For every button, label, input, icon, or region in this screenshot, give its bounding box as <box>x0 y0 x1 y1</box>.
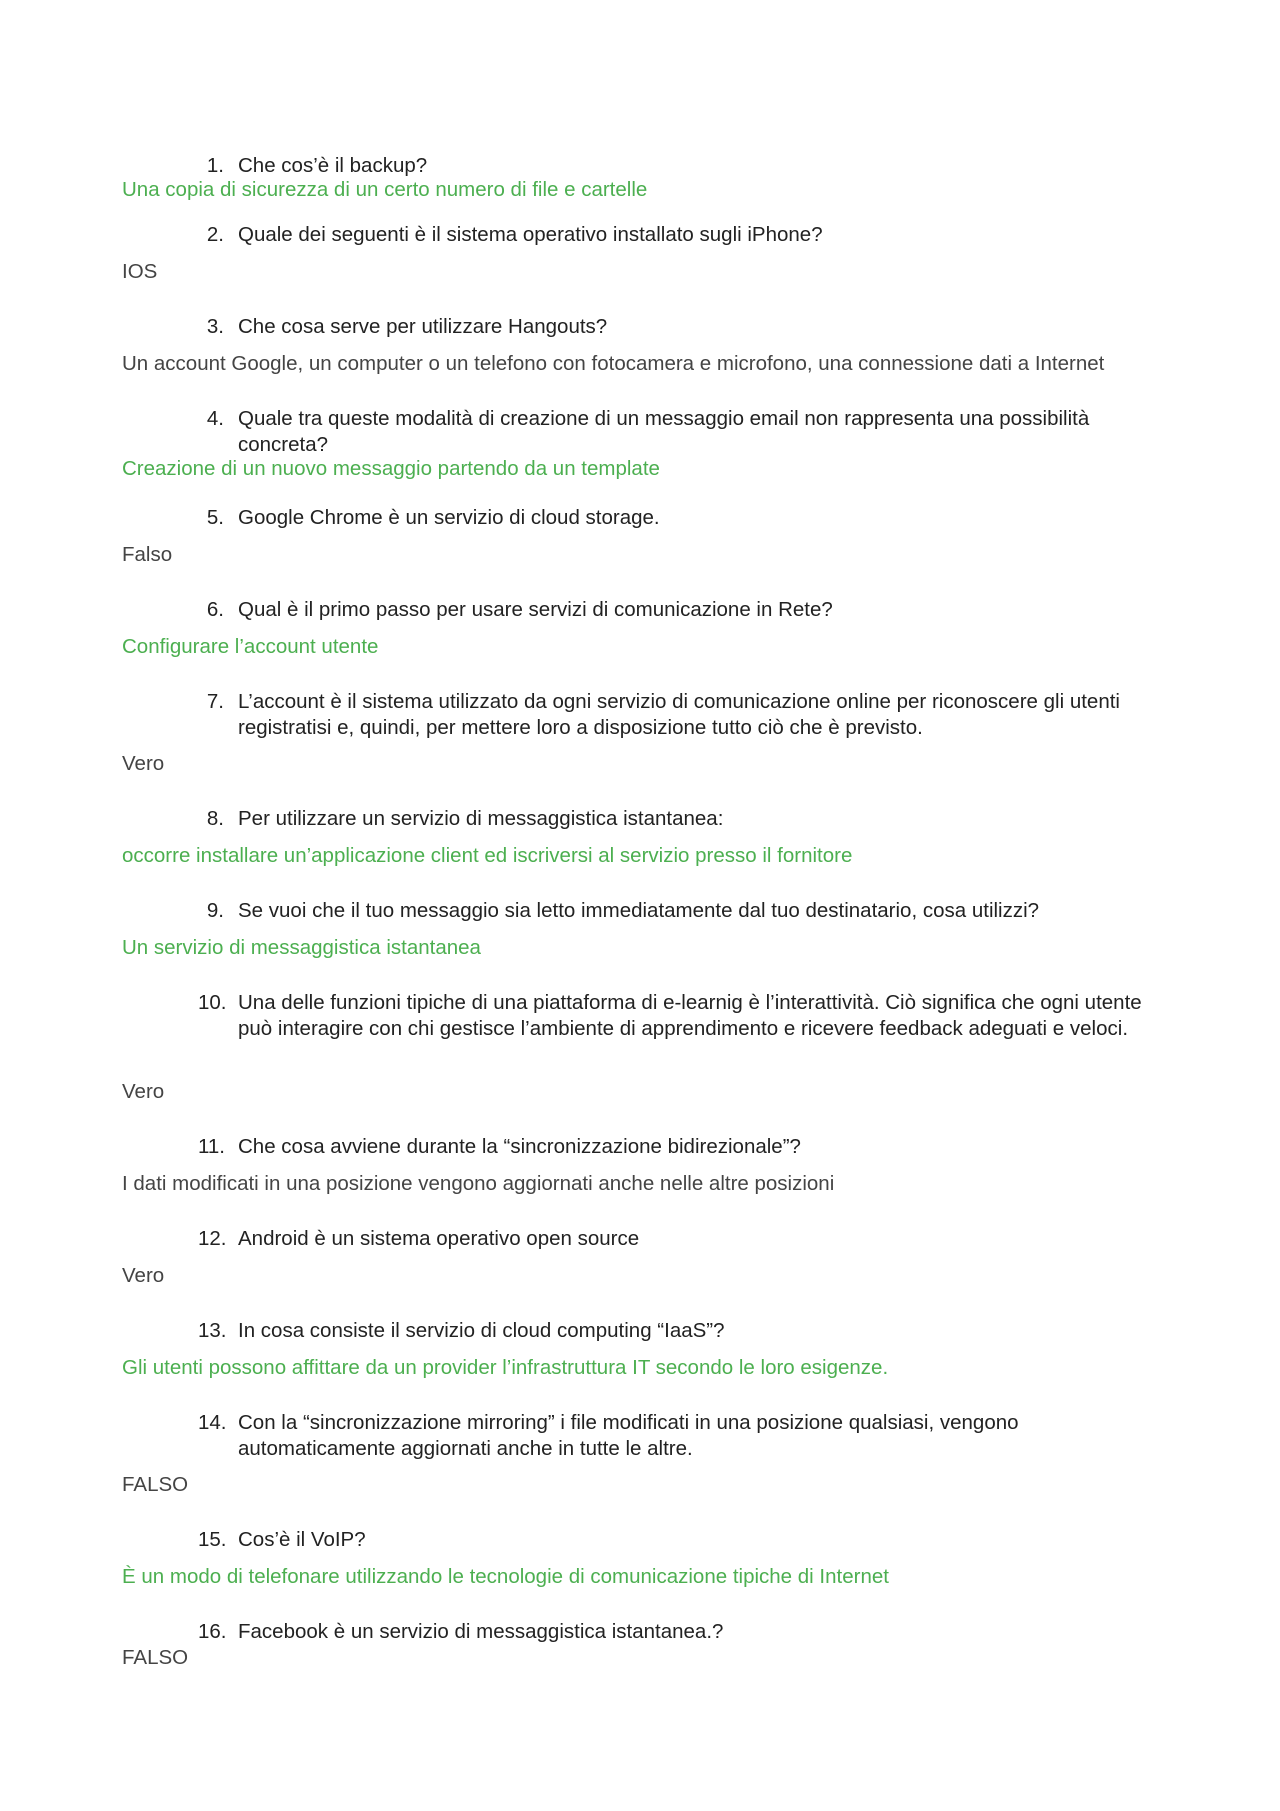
question-2 <box>198 222 1168 248</box>
question-13 <box>198 1318 1168 1344</box>
question-text: Che cosa serve per utilizzare Hangouts? <box>238 315 608 338</box>
answer-3: Un account Google, un computer o un telefono con fotocamera e microfono, una connessione dati a Internet <box>122 352 1105 375</box>
question-number: 11. <box>198 1135 225 1158</box>
question-11 <box>198 1134 1168 1160</box>
answer-4: Creazione di un nuovo messaggio partendo da un template <box>122 457 660 480</box>
question-number: 16. <box>198 1620 227 1643</box>
question-text: Android è un sistema operativo open source <box>238 1227 640 1250</box>
answer-2: IOS <box>122 260 158 283</box>
question-16 <box>198 1619 1168 1645</box>
question-number: 3. <box>206 315 224 338</box>
question-text: In cosa consiste il servizio di cloud computing “IaaS”? <box>238 1319 725 1342</box>
question-text: Una delle funzioni tipiche di una piattaforma di e-learnig è l’interattività. Ciò significa che ogni utente può interagire con chi gestisce l’ambiente di apprendimento e ricevere feedback adeguati e veloci. <box>238 991 1142 1040</box>
question-number: 2. <box>206 223 224 246</box>
question-text: Che cosa avviene durante la “sincronizzazione bidirezionale”? <box>238 1135 801 1158</box>
answer-13: Gli utenti possono affittare da un provider l’infrastruttura IT secondo le loro esigenze. <box>122 1356 889 1379</box>
question-number: 15. <box>198 1528 227 1551</box>
question-3 <box>198 314 1168 340</box>
question-text: L’account è il sistema utilizzato da ogni servizio di comunicazione online per riconoscere gli utenti registratisi e, quindi, per mettere loro a disposizione tutto ciò che è previsto. <box>238 690 1120 739</box>
question-text: Google Chrome è un servizio di cloud storage. <box>238 506 660 529</box>
question-text: Quale dei seguenti è il sistema operativo installato sugli iPhone? <box>238 223 823 246</box>
answer-1: Una copia di sicurezza di un certo numero di file e cartelle <box>122 178 648 201</box>
question-number: 12. <box>198 1227 227 1250</box>
question-text: Cos’è il VoIP? <box>238 1528 366 1551</box>
question-10 <box>198 990 1168 1041</box>
answer-10: Vero <box>122 1080 165 1103</box>
answer-12: Vero <box>122 1264 165 1287</box>
question-1 <box>198 153 1168 179</box>
answer-8: occorre installare un’applicazione client ed iscriversi al servizio presso il fornitore <box>122 844 853 867</box>
question-text: Quale tra queste modalità di creazione di un messaggio email non rappresenta una possibilità concreta? <box>238 407 1090 456</box>
question-7 <box>198 689 1168 740</box>
answer-15: È un modo di telefonare utilizzando le tecnologie di comunicazione tipiche di Internet <box>122 1565 889 1588</box>
question-6 <box>198 597 1168 623</box>
answer-9: Un servizio di messaggistica istantanea <box>122 936 481 959</box>
question-number: 14. <box>198 1411 227 1434</box>
answer-14: FALSO <box>122 1473 189 1496</box>
question-12 <box>198 1226 1168 1252</box>
question-8 <box>198 806 1168 832</box>
question-number: 13. <box>198 1319 227 1342</box>
answer-11: I dati modificati in una posizione vengono aggiornati anche nelle altre posizioni <box>122 1172 835 1195</box>
question-number: 7. <box>206 690 224 713</box>
question-number: 5. <box>206 506 224 529</box>
question-text: Se vuoi che il tuo messaggio sia letto immediatamente dal tuo destinatario, cosa utilizzi? <box>238 899 1040 922</box>
question-text: Facebook è un servizio di messaggistica istantanea.? <box>238 1620 724 1643</box>
question-number: 9. <box>206 899 224 922</box>
answer-5: Falso <box>122 543 173 566</box>
question-text: Per utilizzare un servizio di messaggistica istantanea: <box>238 807 724 830</box>
question-4 <box>198 406 1168 457</box>
question-number: 8. <box>206 807 224 830</box>
answer-16: FALSO <box>122 1646 189 1669</box>
question-text: Qual è il primo passo per usare servizi di comunicazione in Rete? <box>238 598 833 621</box>
question-14 <box>198 1410 1168 1461</box>
question-number: 6. <box>206 598 224 621</box>
question-5 <box>198 505 1168 531</box>
question-9 <box>198 898 1168 924</box>
question-number: 10. <box>198 991 227 1014</box>
answer-7: Vero <box>122 752 165 775</box>
question-number: 1. <box>206 154 224 177</box>
question-text: Che cos’è il backup? <box>238 154 428 177</box>
answer-6: Configurare l’account utente <box>122 635 379 658</box>
question-15 <box>198 1527 1168 1553</box>
question-text: Con la “sincronizzazione mirroring” i file modificati in una posizione qualsiasi, vengono automaticamente aggiornati anche in tutte le altre. <box>238 1411 1019 1460</box>
question-number: 4. <box>206 407 224 430</box>
